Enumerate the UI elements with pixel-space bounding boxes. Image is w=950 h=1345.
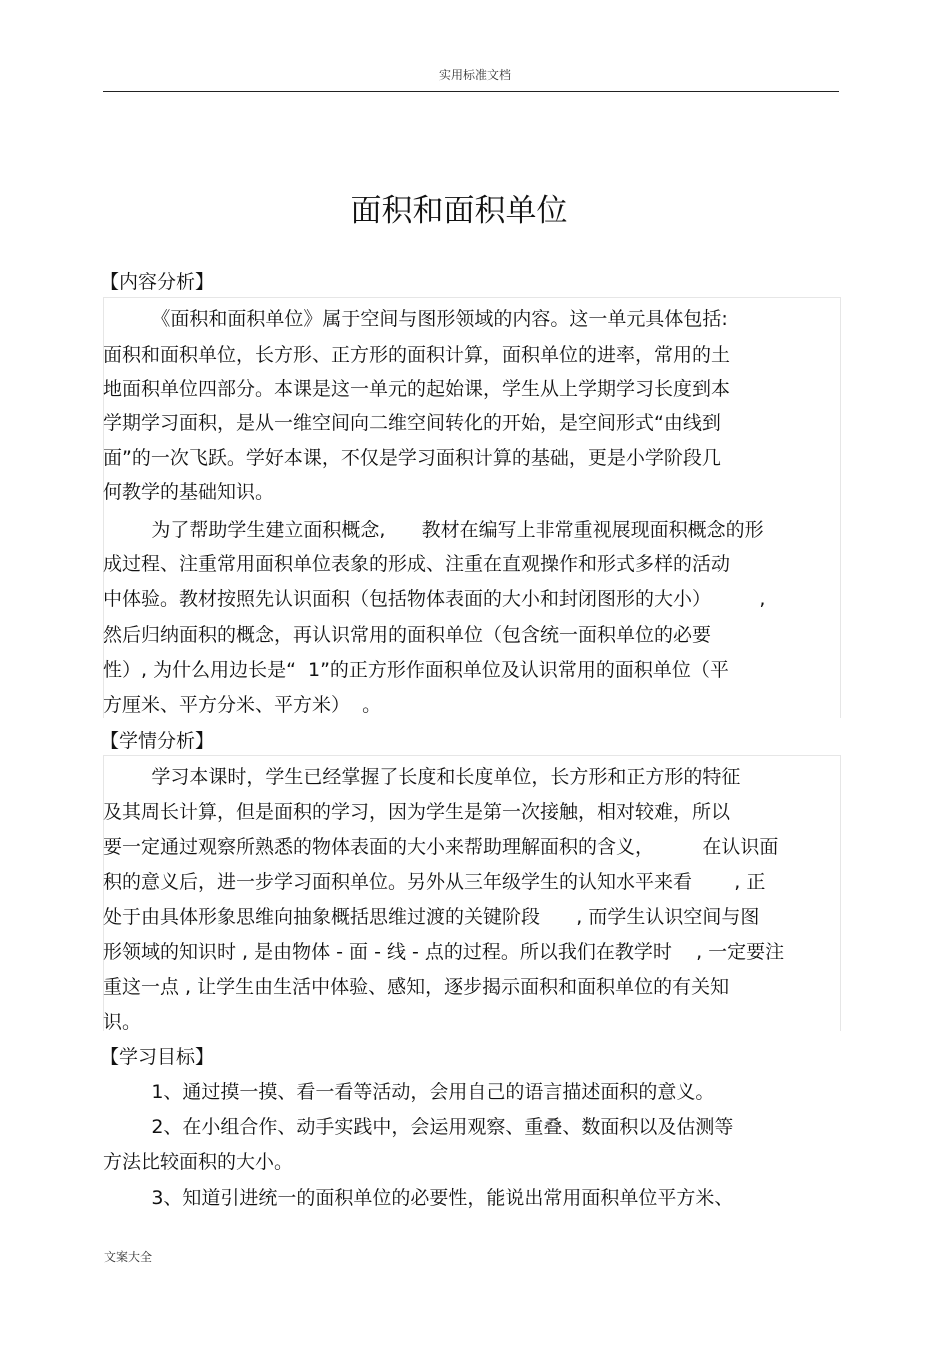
paragraph-line: 成过程、注重常用面积单位表象的形成、注重在直观操作和形式多样的活动 <box>103 553 731 575</box>
paragraph-line: 为了帮助学生建立面积概念, 教材在编写上非常重视展现面积概念的形 <box>103 519 764 541</box>
paragraph-line: 中体验。教材按照先认识面积（包括物体表面的大小和封闭图形的大小） , <box>103 588 766 610</box>
objective-line: 方法比较面积的大小。 <box>103 1151 294 1173</box>
page-header-text: 实用标准文档 <box>438 68 511 82</box>
section-label-content-analysis: 【内容分析】 <box>100 271 215 293</box>
paragraph-line: 《面积和面积单位》属于空间与图形领域的内容。这一单元具体包括: <box>103 308 728 330</box>
paragraph-line: 面”的一次飞跃。学好本课，不仅是学习面积计算的基础，更是小学阶段几 <box>103 447 721 469</box>
paragraph-line: 地面积单位四部分。本课是这一单元的起始课，学生从上学期学习长度到本 <box>103 378 731 400</box>
paragraph-line: 性）, 为什么用边长是“ 1”的正方形作面积单位及认识常用的面积单位（平 <box>103 659 729 681</box>
paragraph-line: 识。 <box>103 1011 142 1033</box>
page-header-rule <box>103 91 839 92</box>
objective-line: 1、通过摸一摸、看一看等活动，会用自己的语言描述面积的意义。 <box>103 1081 715 1103</box>
document-title: 面积和面积单位 <box>350 193 568 229</box>
paragraph-line: 积的意义后，进一步学习面积单位。另外从三年级学生的认知水平来看 , 正 <box>103 871 766 893</box>
section-label-learner-analysis: 【学情分析】 <box>100 730 215 752</box>
paragraph-line: 及其周长计算，但是面积的学习，因为学生是第一次接触，相对较难，所以 <box>103 801 731 823</box>
objective-line: 3、知道引进统一的面积单位的必要性，能说出常用面积单位平方米、 <box>103 1187 734 1209</box>
page-footer-text: 文案大全 <box>104 1250 153 1264</box>
paragraph-line: 要一定通过观察所熟悉的物体表面的大小来帮助理解面积的含义， 在认识面 <box>103 836 779 858</box>
paragraph-line: 然后归纳面积的概念，再认识常用的面积单位（包含统一面积单位的必要 <box>103 624 712 646</box>
paragraph-line: 方厘米、平方分米、平方米） 。 <box>103 694 382 716</box>
paragraph-line: 何教学的基础知识。 <box>103 481 275 503</box>
paragraph-line: 学期学习面积，是从一维空间向二维空间转化的开始，是空间形式“由线到 <box>103 412 721 434</box>
paragraph-line: 重这一点 , 让学生由生活中体验、感知，逐步揭示面积和面积单位的有关知 <box>103 976 730 998</box>
paragraph-line: 形领域的知识时 , 是由物体 - 面 - 线 - 点的过程。所以我们在教学时 , 一定要注 <box>103 941 785 963</box>
paragraph-line: 面积和面积单位，长方形、正方形的面积计算，面积单位的进率，常用的土 <box>103 344 731 366</box>
paragraph-line: 处于由具体形象思维向抽象概括思维过渡的关键阶段 , 而学生认识空间与图 <box>103 906 760 928</box>
objective-line: 2、在小组合作、动手实践中，会运用观察、重叠、数面积以及估测等 <box>103 1116 734 1138</box>
section-label-learning-objectives: 【学习目标】 <box>100 1046 215 1068</box>
paragraph-line: 学习本课时，学生已经掌握了长度和长度单位，长方形和正方形的特征 <box>103 766 741 788</box>
